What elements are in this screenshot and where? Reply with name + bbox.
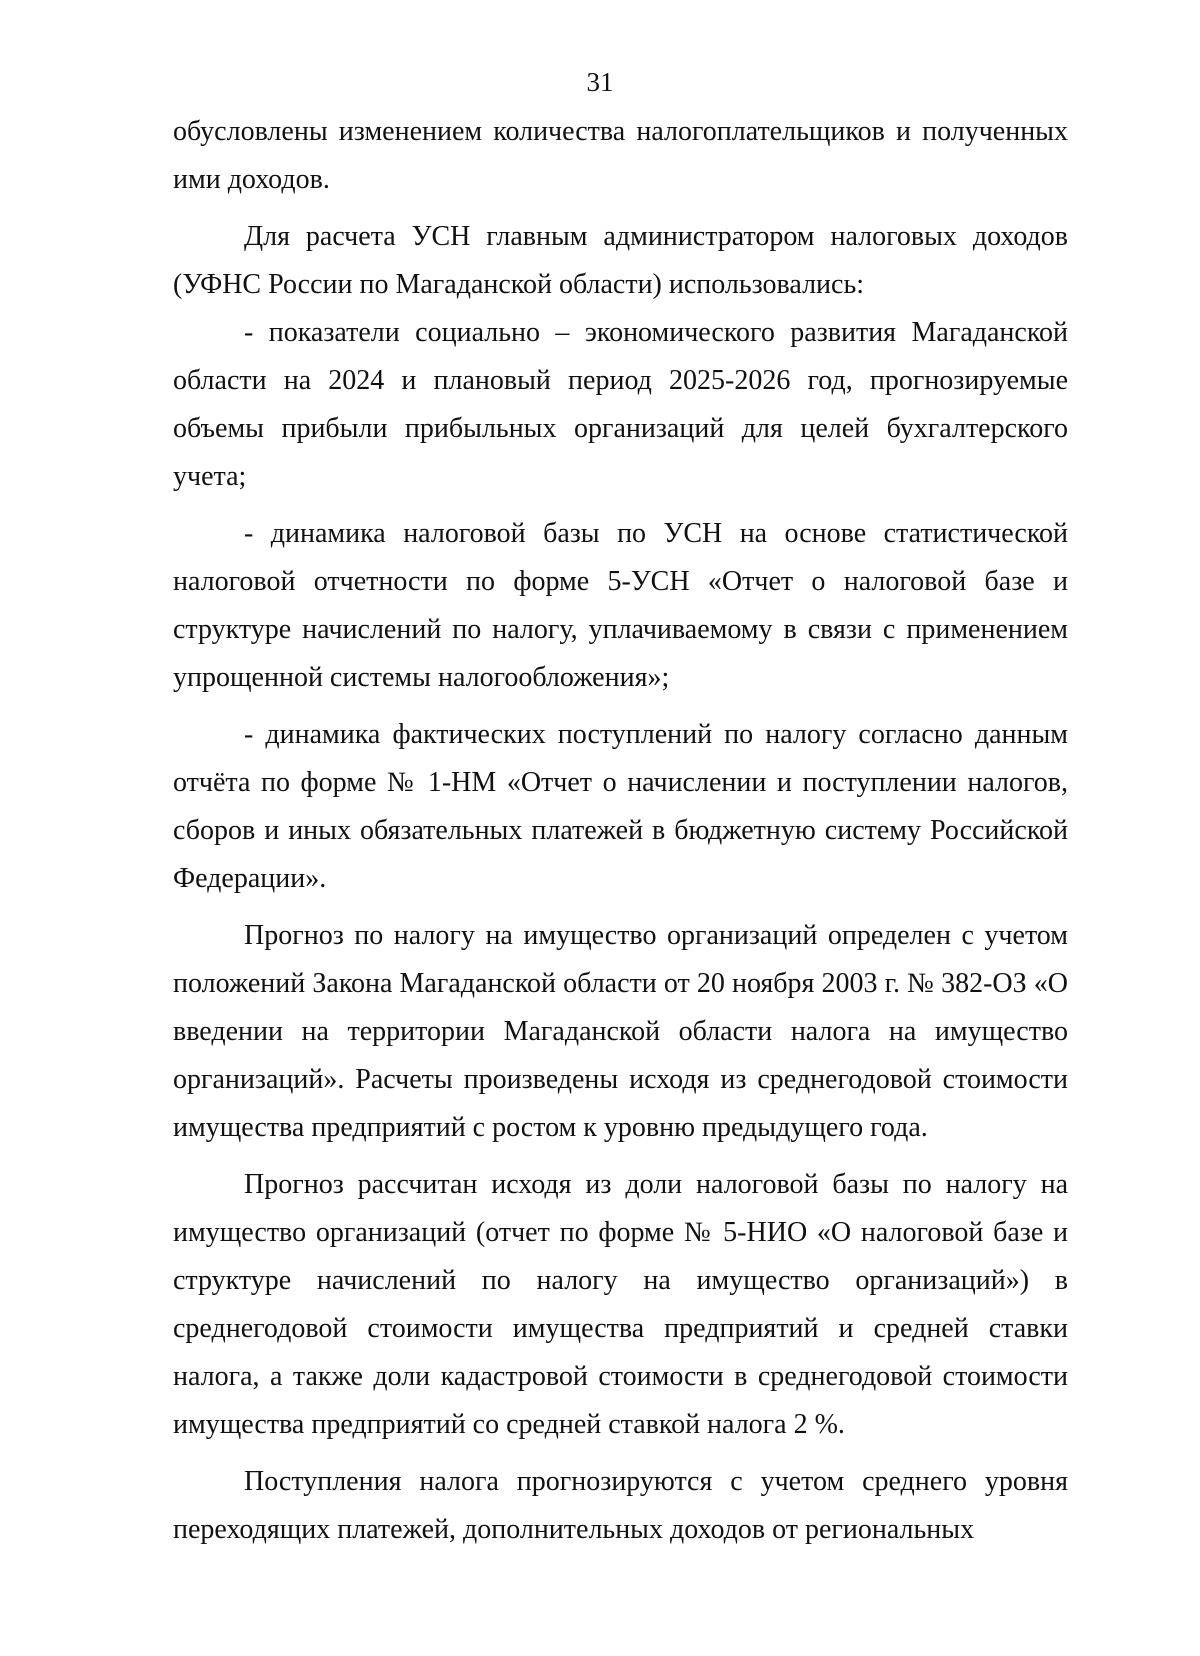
document-body xyxy=(173,108,1068,1554)
list-item-economic-indicators: - показатели социально – экономического развития Магаданской области на 2024 и плановый период 2025-2026 год, прогнозируемые объемы прибыли прибыльных организаций для целей бухгалтерского учета; xyxy=(173,317,1068,492)
paragraph-tax-receipts: Поступления налога прогнозируются с учетом среднего уровня переходящих платежей, дополнительных доходов от региональных xyxy=(173,1466,1068,1545)
paragraph-forecast-calculation: Прогноз рассчитан исходя из доли налоговой базы по налогу на имущество организаций (отчет по форме № 5-НИО «О налоговой базе и структуре начислений по налогу на имущество организаций») в среднегодовой стоимости имущества предприятий и средней ставки налога, а также доли кадастровой стоимости в среднегодовой стоимости имущества предприятий со средней ставкой налога 2 %. xyxy=(173,1169,1068,1440)
paragraph-continuation: обусловлены изменением количества налогоплательщиков и полученных ими доходов. xyxy=(173,116,1068,195)
page-number: 31 xyxy=(586,67,614,97)
list-item-tax-base-dynamics: - динамика налоговой базы по УСН на основе статистической налоговой отчетности по форме 5-УСН «Отчет о налоговой базе и структуре начислений по налогу, уплачиваемому в связи с применением упрощенной системы налогообложения»; xyxy=(173,518,1068,693)
paragraph-usn-sources-intro: Для расчета УСН главным администратором налоговых доходов (УФНС России по Магаданской области) использовались: xyxy=(173,221,1068,300)
list-item-actual-receipts-dynamics: - динамика фактических поступлений по налогу согласно данным отчёта по форме № 1-НМ «Отчет о начислении и поступлении налогов, сборов и иных обязательных платежей в бюджетную систему Российской Федерации». xyxy=(173,719,1068,894)
paragraph-property-tax-forecast: Прогноз по налогу на имущество организаций определен с учетом положений Закона Магаданской области от 20 ноября 2003 г. № 382-ОЗ «О введении на территории Магаданской области налога на имущество организаций». Расчеты произведены исходя из среднегодовой стоимости имущества предприятий с ростом к уровню предыдущего года. xyxy=(173,920,1068,1143)
